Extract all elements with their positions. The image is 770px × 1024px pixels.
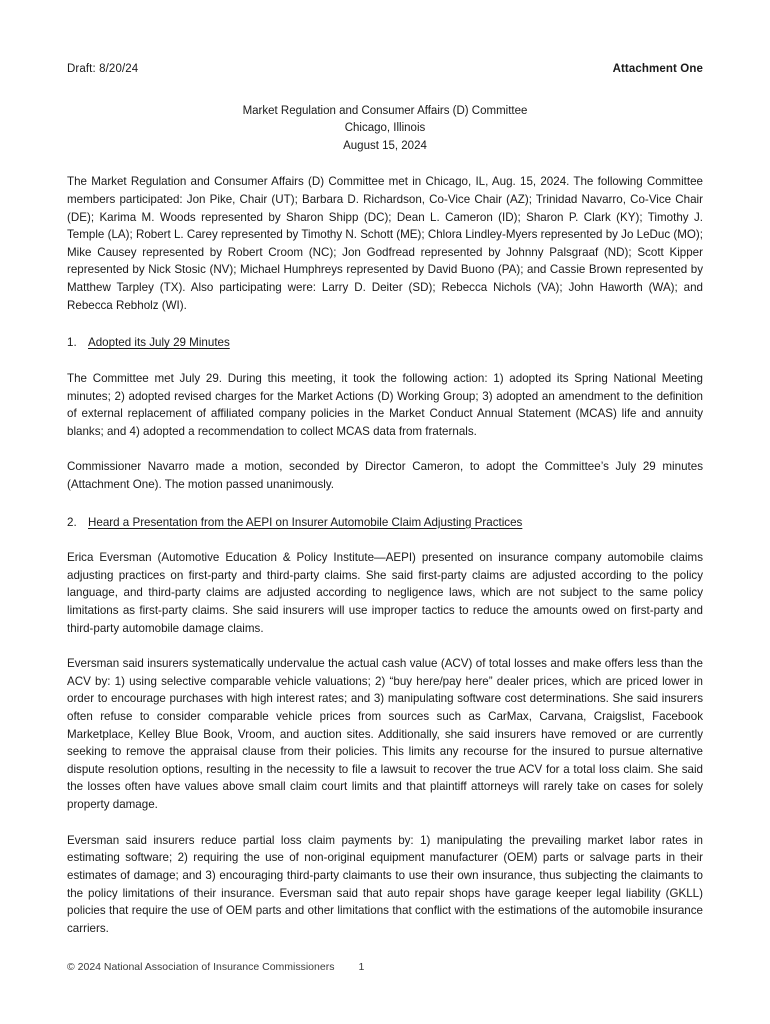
document-content (67, 0, 703, 949)
meeting-date: August 15, 2024 (343, 139, 427, 152)
draft-date-label: Draft: 8/20/24 (67, 63, 139, 75)
footer-copyright: © 2024 National Association of Insurance Commissioners (67, 961, 335, 973)
section-heading-2 (67, 514, 703, 532)
section-title-2: Heard a Presentation from the AEPI on Insurer Automobile Claim Adjusting Practices (88, 515, 523, 529)
page-footer (67, 961, 703, 973)
section-heading-1 (67, 334, 703, 352)
section-2-paragraph-2: Eversman said insurers systematically undervalue the actual cash value (ACV) of total losses and make offers less than the ACV by: 1) using selective comparable vehicle valuations; 2) “buy here/pay here” dealer prices, which are priced lower in order to encourage purchases with high interest rates; and 3) manipulating software cost determinations. She said insurers often refuse to consider comparable vehicle prices from sources such as CarMax, Carvana, Craigslist, Facebook Marketplace, Kelley Blue Book, Vroom, and auction sites. Additionally, she said insurers have removed or are currently seeking to remove the appraisal clause from their policies. This limits any recourse for the insured to pursue alternative dispute resolution options, resulting in the necessity to file a lawsuit to recover the true ACV for a total loss claim. She said the losses often have values above small claim court limits and that plaintiff attorneys will rarely take on cases for solely property damage. (67, 657, 703, 812)
section-title-1: Adopted its July 29 Minutes (88, 336, 230, 350)
section-2-paragraph-1: Erica Eversman (Automotive Education & Policy Institute—AEPI) presented on insurance company automobile claims adjusting practices on first-party and third-party claims. She said first-party claims are adjusted according to the policy language, and third-party claims are adjusted according to negligence laws, which are not subject to the same policy limitations as first-party claims. She said insurers will use improper tactics to reduce the amounts owed on first-party and third-party automobile damage claims. (67, 551, 703, 635)
attachment-label: Attachment One (612, 63, 703, 75)
committee-title: Market Regulation and Consumer Affairs (D) Committee (242, 105, 528, 117)
section-number-1: 1. (67, 336, 77, 350)
footer-page-number: 1 (358, 961, 365, 973)
page-header (67, 0, 703, 75)
section-1-paragraph-2: Commissioner Navarro made a motion, seconded by Director Cameron, to adopt the Committee’s July 29 minutes (Attachment One). The motion passed unanimously. (67, 460, 703, 491)
section-number-2: 2. (67, 515, 77, 529)
intro-paragraph: The Market Regulation and Consumer Affairs (D) Committee met in Chicago, IL, Aug. 15, 2024. The following Committee members participated: Jon Pike, Chair (UT); Barbara D. Richardson, Co-Vice Chair (AZ); Trinidad Navarro, Co-Vice Chair (DE); Karima M. Woods represented by Sharon Shipp (DC); Dean L. Cameron (ID); Sharon P. Clark (KY); Timothy J. Temple (LA); Robert L. Carey represented by Timothy N. Schott (ME); Chlora Lindley-Myers represented by Jo LeDuc (MO); Mike Causey represented by Robert Croom (NC); Jon Godfread represented by Johnny Palsgraaf (ND); Scott Kipper represented by Nick Stosic (NV); Michael Humphreys represented by David Buono (PA); and Cassie Brown represented by Matthew Tarpley (TX). Also participating were: Larry D. Deiter (SD); Rebecca Nichols (VA); John Haworth (WA); and Rebecca Rebholz (WI). (67, 175, 703, 312)
section-2-paragraph-3: Eversman said insurers reduce partial loss claim payments by: 1) manipulating the prevailing market labor rates in estimating software; 2) requiring the use of non-original equipment manufacturer (OEM) parts or salvage parts in their estimates of damage; and 3) encouraging third-party claimants to use their own insurance, thus subjecting the claimants to the policy limitations of their insurance. Eversman said that auto repair shops have garage keeper legal liability (GKLL) policies that require the use of OEM parts and other limitations that conflict with the estimations of the automobile insurance carriers. (67, 833, 703, 935)
section-1-paragraph-1: The Committee met July 29. During this meeting, it took the following action: 1) adopted its Spring National Meeting minutes; 2) adopted revised charges for the Market Actions (D) Working Group; 3) adopted an amendment to the definition of external replacement of affiliated company policies in the Market Conduct Annual Statement (MCAS) life and annuity blanks; and 4) adopted a recommendation to collect MCAS data from fraternals. (67, 371, 703, 438)
meeting-location: Chicago, Illinois (344, 122, 426, 135)
document-title-block (67, 103, 703, 155)
